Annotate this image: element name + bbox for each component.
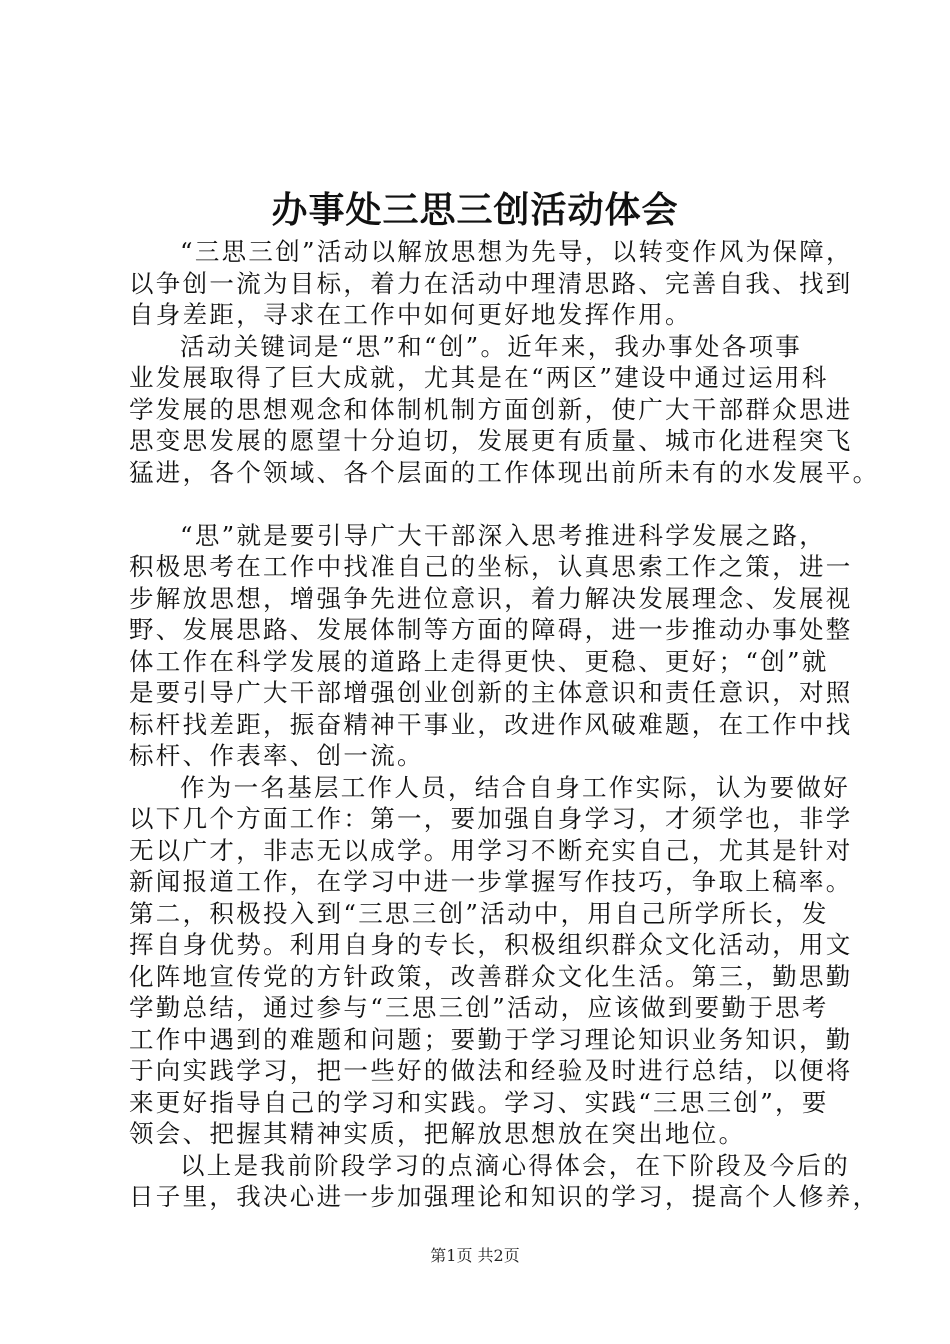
text-line: 作为一名基层工作人员，结合自身工作实际，认为要做好 — [180, 772, 850, 802]
text-line: 第二，积极投入到“三思三创”活动中，用自己所学所长，发 — [129, 898, 829, 928]
text-line: 领会、把握其精神实质，把解放思想放在突出地位。 — [129, 1119, 746, 1148]
document-title: 办事处三思三创活动体会 — [271, 189, 679, 231]
page-footer: 第1页 共2页 — [430, 1246, 520, 1265]
text-line: 新闻报道工作，在学习中进一步掌握写作技巧，争取上稿率。 — [129, 867, 853, 896]
text-line: 猛进，各个领域、各个层面的工作体现出前所未有的水发展平。 — [129, 457, 880, 487]
text-line: “三思三创”活动以解放思想为先导，以转变作风为保障， — [180, 237, 853, 266]
text-line: 以上是我前阶段学习的点滴心得体会，在下阶段及今后的 — [180, 1150, 850, 1180]
text-line: 于向实践学习，把一些好的做法和经验及时进行总结，以便将 — [129, 1056, 853, 1085]
text-line: 化阵地宣传党的方针政策，改善群众文化生活。第三，勤思勤 — [129, 961, 853, 991]
text-line: 体工作在科学发展的道路上走得更快、更稳、更好；“创”就 — [129, 646, 829, 676]
text-line: 业发展取得了巨大成就，尤其是在“两区”建设中通过运用科 — [129, 363, 829, 392]
text-line: 学发展的思想观念和体制机制方面创新，使广大干部群众思进 — [129, 394, 853, 424]
text-line: 思变思发展的愿望十分迫切，发展更有质量、城市化进程突飞 — [129, 426, 853, 455]
text-line: 日子里，我决心进一步加强理论和知识的学习，提高个人修养， — [129, 1182, 880, 1211]
blank-line — [129, 488, 843, 520]
text-line: 以争创一流为目标，着力在活动中理清思路、完善自我、找到 — [129, 268, 853, 298]
document-body — [129, 236, 880, 1213]
text-line: 挥自身优势。利用自身的专长，积极组织群众文化活动，用文 — [129, 930, 853, 959]
text-line: 积极思考在工作中找准自己的坐标，认真思索工作之策，进一 — [129, 552, 853, 581]
text-line: 自身差距，寻求在工作中如何更好地发挥作用。 — [129, 300, 692, 329]
text-line: 以下几个方面工作：第一，要加强自身学习，才须学也，非学 — [129, 804, 853, 833]
text-line: 野、发展思路、发展体制等方面的障碍，进一步推动办事处整 — [129, 615, 853, 644]
text-line: 标杆找差距，振奋精神干事业，改进作风破难题，在工作中找 — [129, 709, 853, 739]
text-line: “思”就是要引导广大干部深入思考推进科学发展之路， — [180, 520, 827, 550]
text-line: 步解放思想，增强争先进位意识，着力解决发展理念、发展视 — [129, 583, 853, 613]
text-line: 是要引导广大干部增强创业创新的主体意识和责任意识，对照 — [129, 678, 853, 707]
text-line: 学勤总结，通过参与“三思三创”活动，应该做到要勤于思考 — [129, 993, 829, 1022]
text-line: 标杆、作表率、创一流。 — [129, 741, 424, 770]
text-line: 工作中遇到的难题和问题；要勤于学习理论知识业务知识，勤 — [129, 1024, 853, 1054]
text-line: 来更好指导自己的学习和实践。学习、实践“三思三创”，要 — [129, 1087, 829, 1117]
text-line: 活动关键词是“思”和“创”。近年来，我办事处各项事 — [180, 331, 803, 361]
text-line: 无以广才，非志无以成学。用学习不断充实自己，尤其是针对 — [129, 835, 853, 865]
